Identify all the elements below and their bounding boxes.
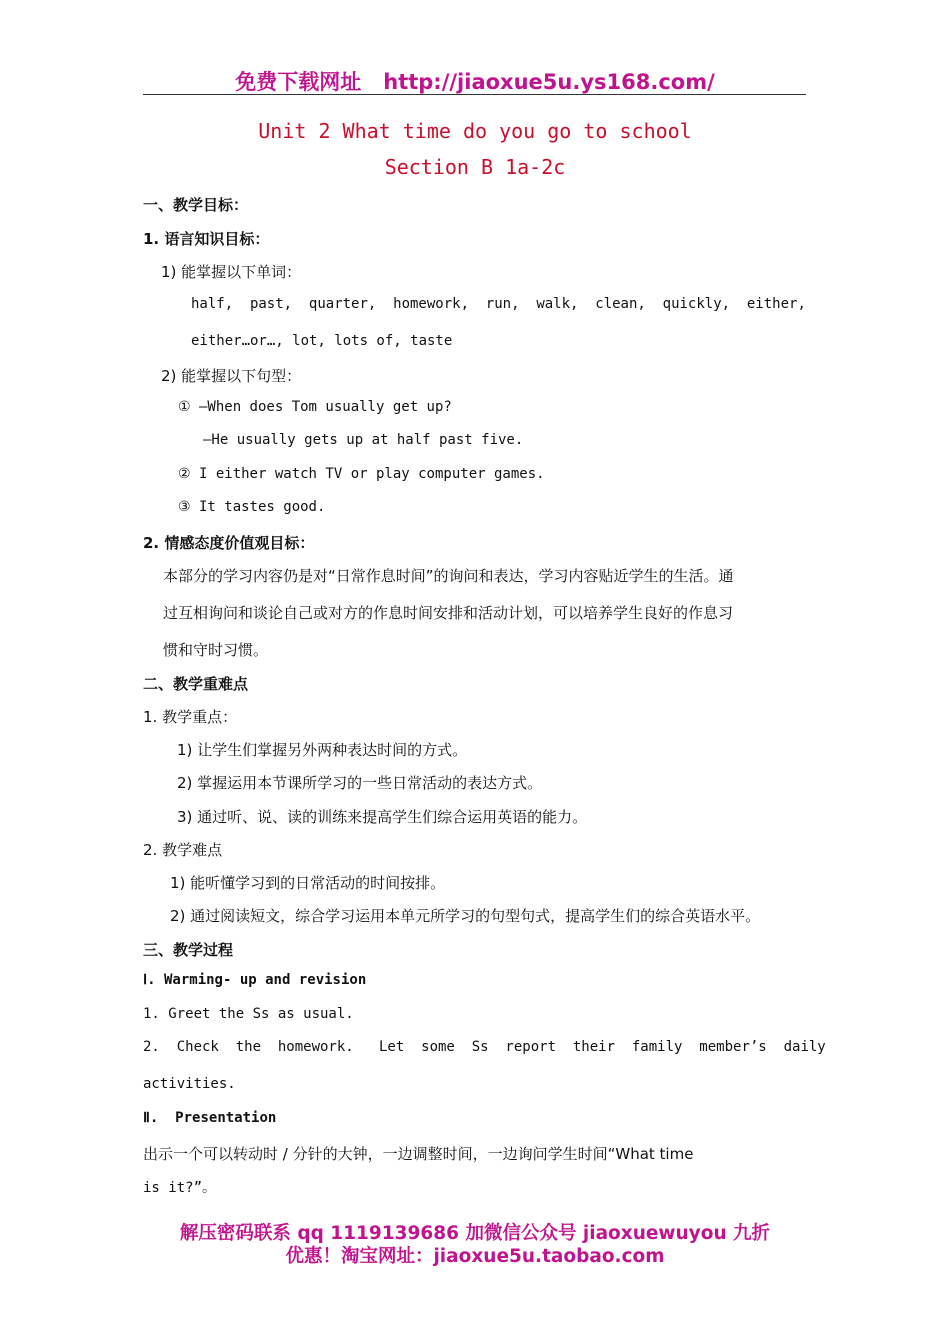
focus-item-2: 2) 掌握运用本节课所学习的一些日常活动的表达方式。 [177, 774, 543, 792]
header-divider [143, 94, 806, 95]
presentation-line1: 出示一个可以转动时 / 分针的大钟，一边调整时间，一边询问学生时间“What time [143, 1145, 694, 1163]
affective-objectives-heading: 2. 情感态度价值观目标： [143, 534, 315, 552]
sentence-patterns-intro: 2) 能掌握以下句型： [161, 367, 302, 385]
teaching-difficulty-heading: 2. 教学难点 [143, 841, 223, 859]
pattern-1-answer: —He usually gets up at half past five. [203, 432, 524, 448]
focus-item-3: 3) 通过听、说、读的训练来提高学生们综合运用英语的能力。 [177, 808, 588, 826]
pattern-2: ② I either watch TV or play computer games. [178, 466, 545, 482]
presentation-heading: Ⅱ. Presentation [143, 1110, 277, 1126]
vocab-intro: 1) 能掌握以下单词： [161, 263, 302, 281]
warming-step-2-line2: activities. [143, 1076, 236, 1092]
section-title: Section B 1a-2c [384, 155, 566, 179]
key-points-heading: 二、教学重难点 [143, 675, 249, 693]
affective-paragraph-line3: 惯和守时习惯。 [163, 641, 269, 659]
warming-step-1: 1. Greet the Ss as usual. [143, 1006, 354, 1022]
objectives-heading: 一、教学目标： [143, 196, 249, 214]
affective-paragraph-line2: 过互相询问和谈论自己或对方的作息时间安排和活动计划，可以培养学生良好的作息习 [163, 604, 734, 622]
affective-paragraph-line1: 本部分的学习内容仍是对“日常作息时间”的询问和表达，学习内容贴近学生的生活。通 [163, 567, 734, 585]
vocab-list [191, 296, 806, 312]
warming-up-heading: Ⅰ. Warming- up and revision [143, 972, 367, 988]
pattern-3: ③ It tastes good. [178, 499, 326, 515]
vocab-word: either, [746, 296, 806, 312]
header-url-link[interactable]: http://jiaoxue5u.ys168.com/ [383, 70, 715, 94]
vocab-word: run, [485, 296, 520, 312]
teaching-process-heading: 三、教学过程 [143, 941, 234, 959]
warming-step-2-line1: 2. Check the homework. Let some Ss report their family member’s daily [143, 1039, 826, 1055]
footer-taobao-line[interactable]: 优惠！淘宝网址：jiaoxue5u.taobao.com [285, 1246, 665, 1267]
vocab-word: quickly, [662, 296, 731, 312]
unit-title: Unit 2 What time do you go to school [258, 119, 692, 143]
download-header [0, 66, 950, 96]
vocab-word: clean, [595, 296, 646, 312]
difficulty-item-1: 1) 能听懂学习到的日常活动的时间按排。 [170, 874, 446, 892]
vocab-word: half, [191, 296, 234, 312]
vocab-word: walk, [536, 296, 579, 312]
focus-item-1: 1) 让学生们掌握另外两种表达时间的方式。 [177, 741, 468, 759]
vocab-word: past, [249, 296, 293, 312]
language-objectives-heading: 1. 语言知识目标： [143, 230, 270, 248]
header-label: 免费下载网址 [235, 70, 362, 94]
difficulty-item-2: 2) 通过阅读短文，综合学习运用本单元所学习的句型句式，提高学生们的综合英语水平。 [170, 907, 761, 925]
pattern-1-question: ① —When does Tom usually get up? [178, 399, 452, 415]
teaching-focus-heading: 1. 教学重点： [143, 708, 238, 726]
footer-contact-line: 解压密码联系 qq 1119139686 加微信公众号 jiaoxuewuyou 九折 [179, 1223, 771, 1244]
vocab-list-line2: either…or…, lot, lots of, taste [191, 333, 453, 349]
presentation-line2: is it?”。 [143, 1180, 217, 1196]
vocab-word: homework, [393, 296, 469, 312]
vocab-word: quarter, [308, 296, 377, 312]
